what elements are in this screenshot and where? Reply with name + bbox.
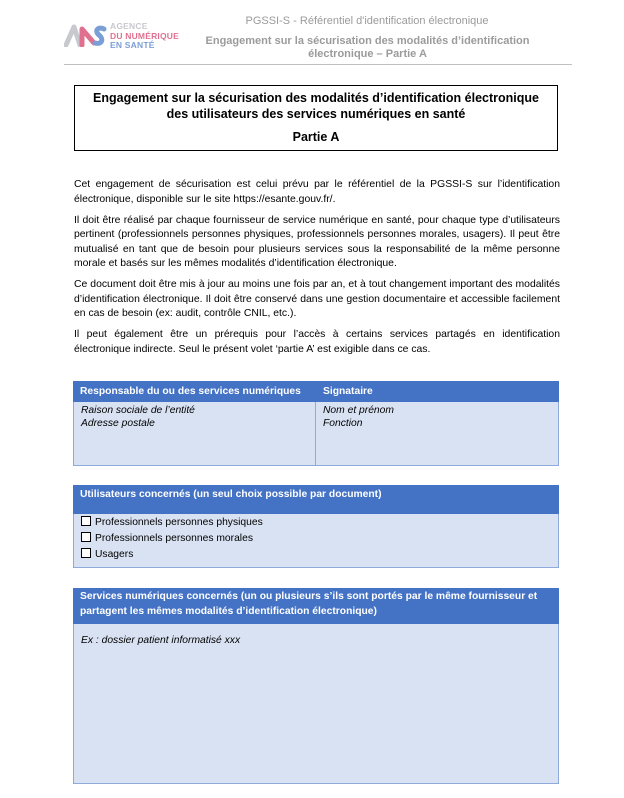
responsible-table-header bbox=[73, 381, 559, 402]
ans-logo bbox=[64, 20, 204, 52]
users-options bbox=[73, 514, 559, 568]
full-name-label: Nom et prénom bbox=[323, 405, 394, 416]
responsible-header: Responsable du ou des services numériques bbox=[80, 386, 301, 397]
services-table bbox=[73, 588, 559, 784]
postal-address-label: Adresse postale bbox=[81, 418, 155, 429]
logo-wordmark bbox=[110, 22, 179, 51]
services-table-header: Services numériques concernés (un ou plusieurs s’ils sont portés par le même fournisseur et partagent les mêmes modalités d’identification électronique) bbox=[73, 588, 559, 624]
intro-paragraph: Cet engagement de sécurisation est celui prévu par le référentiel de la PGSSI-S sur l’identification électronique, disponible sur le site https://esante.gouv.fr/. bbox=[74, 179, 560, 205]
intro-paragraph: Il peut également être un prérequis pour l’accès à certains services partagés en identification électronique indirecte. Seul le présent volet ‘partie A’ est exigible dans ce cas. bbox=[74, 329, 560, 355]
option-professionals-physical[interactable] bbox=[81, 515, 551, 531]
option-label: Professionnels personnes physiques bbox=[95, 517, 263, 528]
users-table bbox=[73, 485, 559, 568]
checkbox-icon[interactable] bbox=[81, 548, 91, 558]
title-line-1: Engagement sur la sécurisation des modalités d’identification électronique bbox=[93, 91, 539, 105]
option-professionals-legal[interactable] bbox=[81, 531, 551, 547]
logo-line-2: DU NUMÉRIQUE bbox=[110, 30, 179, 41]
ans-logo-mark-icon bbox=[64, 23, 108, 47]
header-subtitle: Engagement sur la sécurisation des modalités d’identification électronique – Partie A bbox=[205, 35, 530, 60]
signatory-field-cell[interactable] bbox=[316, 402, 559, 466]
header-divider bbox=[64, 64, 572, 65]
function-label: Fonction bbox=[323, 418, 363, 429]
intro-paragraph: Il doit être réalisé par chaque fournisseur de service numérique en santé, pour chaque type d’utilisateurs pertinent (professionnels personnes physiques, professionnels personnes morales, usagers). Il peut être mutualisé en tant que de besoin pour plusieurs services sous la responsabilité de la même personne morale et basés sur les mêmes modalités d’identification électronique. bbox=[74, 214, 560, 269]
title-line-2: des utilisateurs des services numériques en santé bbox=[166, 107, 466, 121]
responsible-table-body bbox=[73, 402, 559, 466]
company-name-label: Raison sociale de l’entité bbox=[81, 405, 195, 416]
logo-line-3: EN SANTÉ bbox=[110, 40, 155, 50]
intro-paragraph: Ce document doit être mis à jour au moins une fois par an, et à tout changement important des modalités d’identification électronique. Il doit être conservé dans une gestion documentaire et accessible facilement en cas de besoin (ex: audit, contrôle CNIL, etc.). bbox=[74, 279, 560, 319]
document-title-box bbox=[74, 85, 558, 151]
signatory-header: Signataire bbox=[323, 386, 373, 397]
option-label: Professionnels personnes morales bbox=[95, 533, 253, 544]
logo-line-1: AGENCE bbox=[110, 21, 148, 31]
responsible-table bbox=[73, 381, 559, 466]
header-title: PGSSI-S - Référentiel d'identification électronique bbox=[245, 15, 489, 27]
intro-text bbox=[74, 178, 560, 364]
services-field-cell[interactable] bbox=[73, 624, 559, 784]
option-label: Usagers bbox=[95, 549, 134, 560]
checkbox-icon[interactable] bbox=[81, 516, 91, 526]
services-example: Ex : dossier patient informatisé xxx bbox=[81, 635, 241, 646]
option-users[interactable] bbox=[81, 547, 551, 563]
checkbox-icon[interactable] bbox=[81, 532, 91, 542]
users-table-header: Utilisateurs concernés (un seul choix possible par document) bbox=[73, 485, 559, 514]
responsible-field-cell[interactable] bbox=[73, 402, 316, 466]
title-part: Partie A bbox=[292, 130, 340, 144]
